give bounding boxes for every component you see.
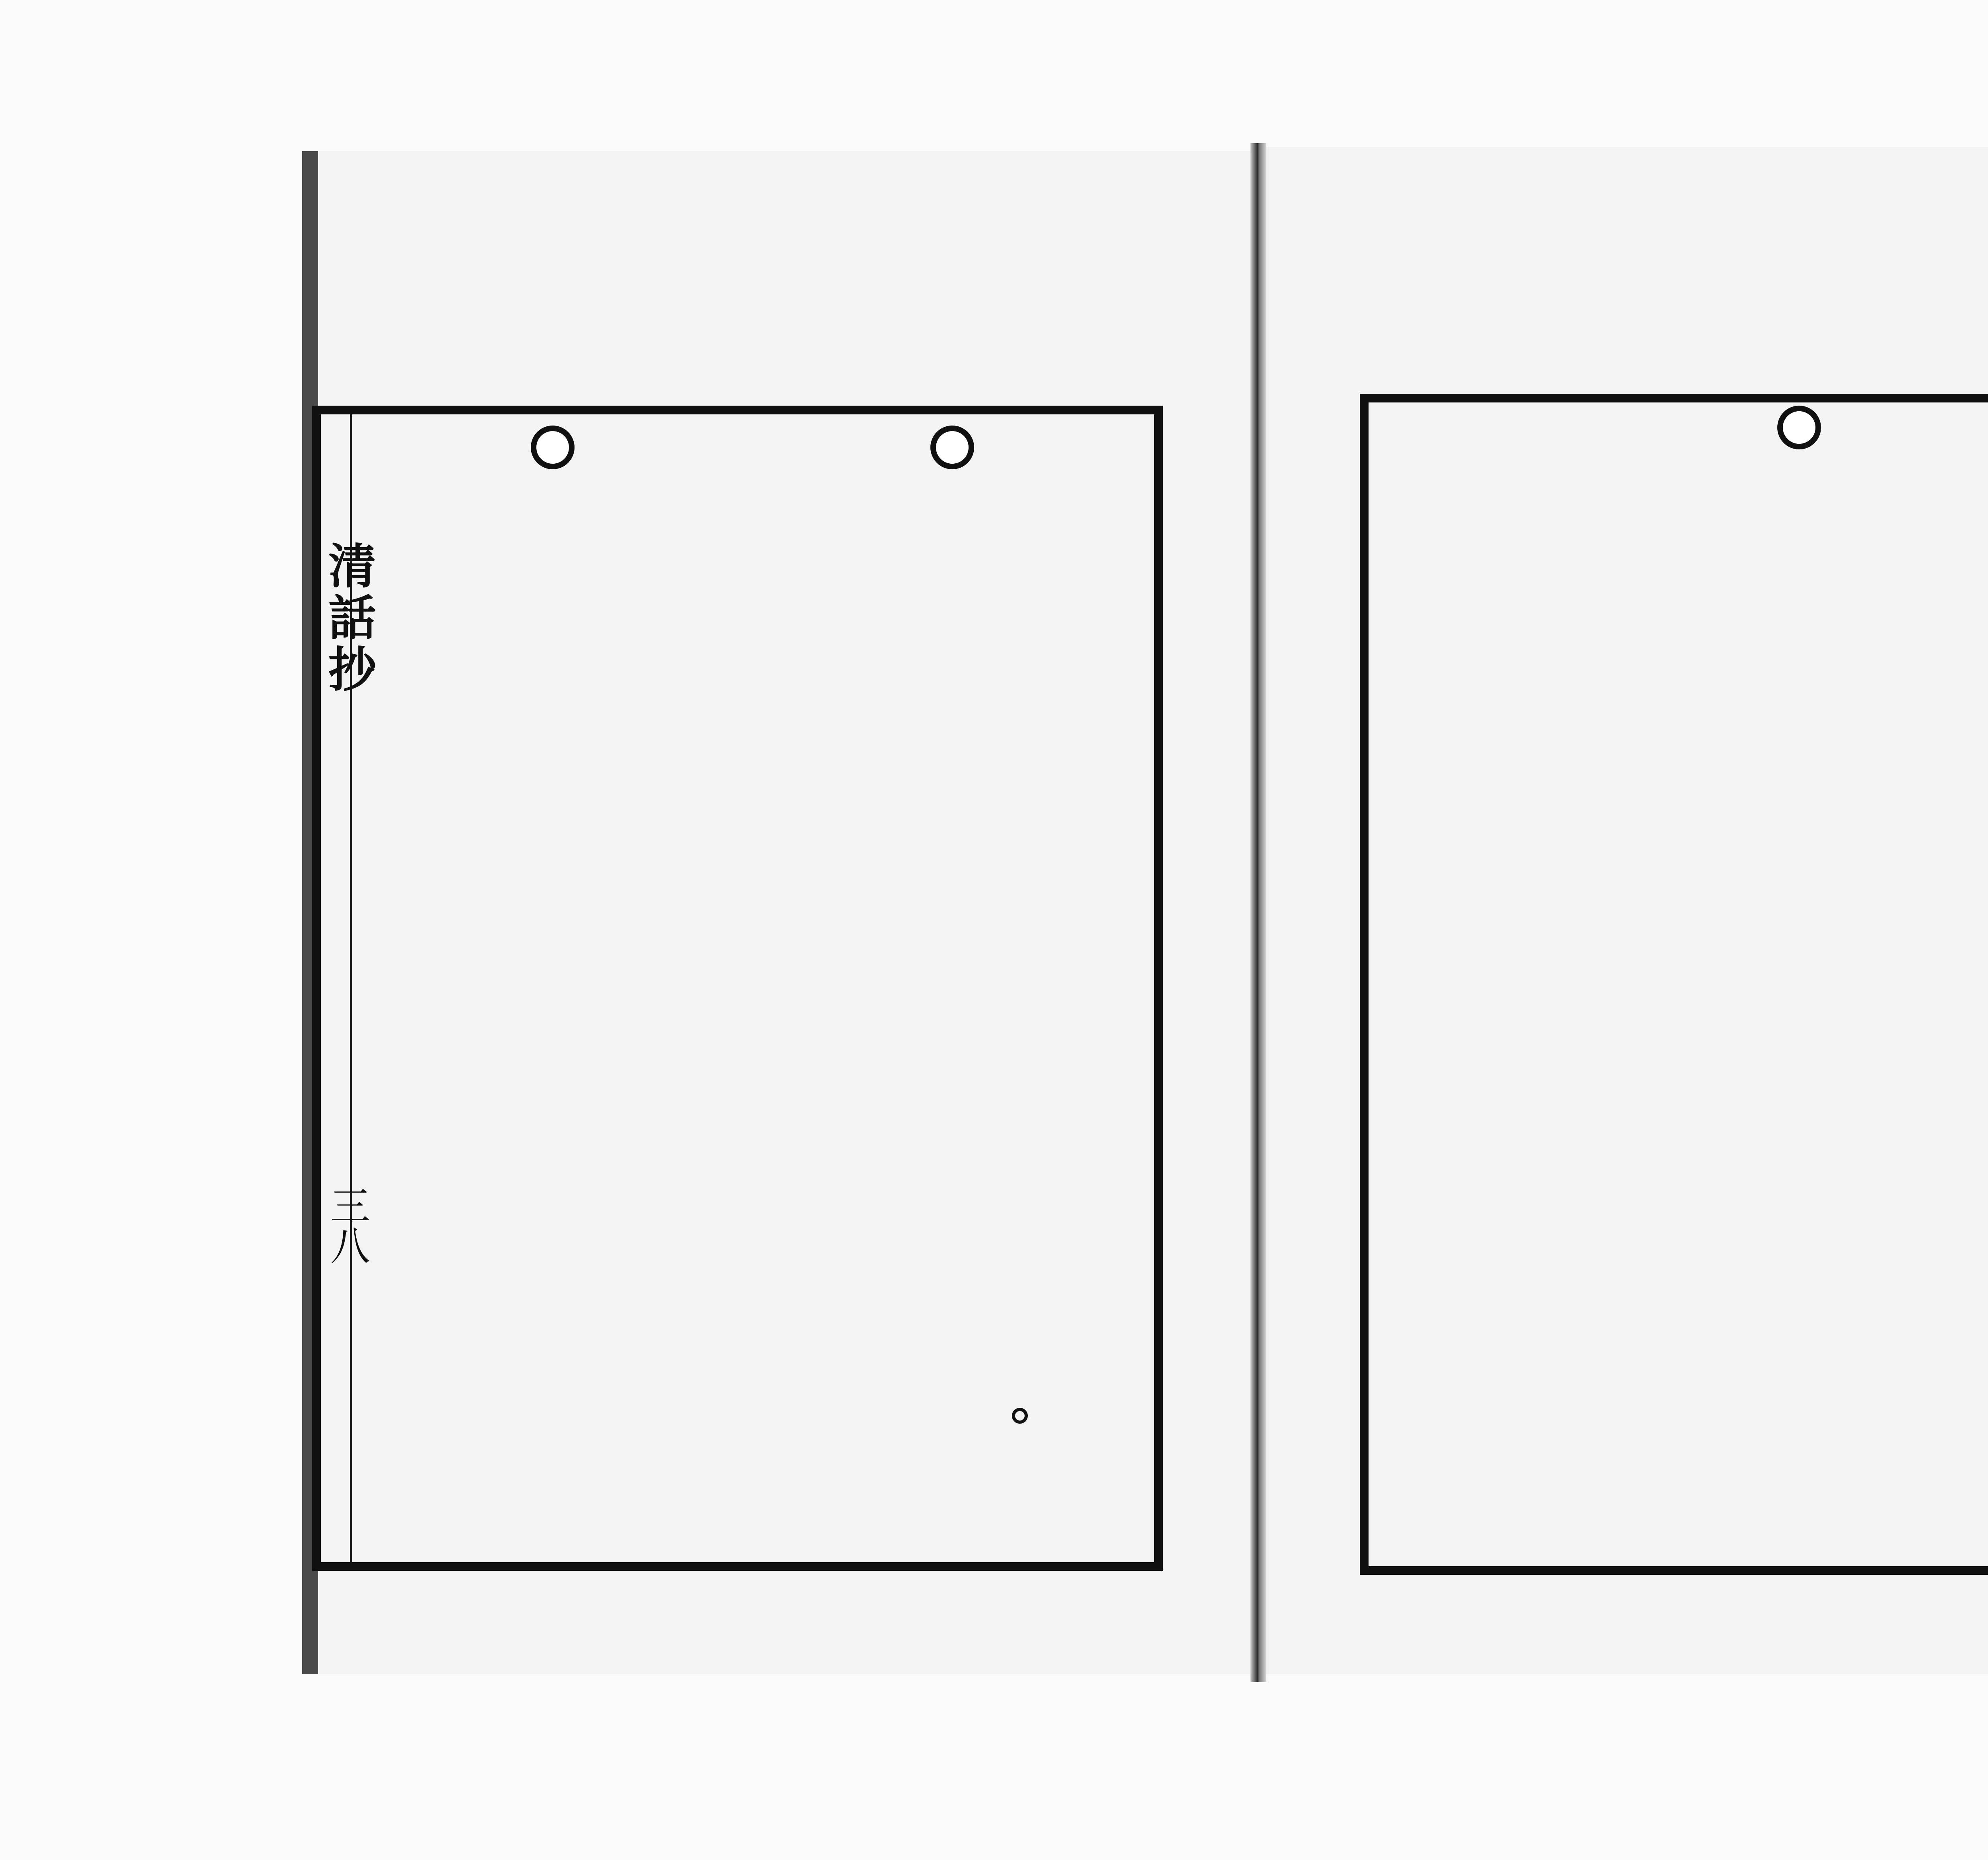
folio-number: 三八 xyxy=(324,1185,370,1265)
circle-mark xyxy=(531,426,575,469)
circle-mark xyxy=(1777,406,1821,449)
book-gutter xyxy=(1250,143,1266,1682)
right-text-frame xyxy=(1360,394,1988,1575)
punctuation-mark xyxy=(1012,1408,1028,1424)
left-text-frame xyxy=(312,406,1163,1571)
margin-title: 清話抄 xyxy=(320,541,377,696)
circle-mark xyxy=(930,426,974,469)
